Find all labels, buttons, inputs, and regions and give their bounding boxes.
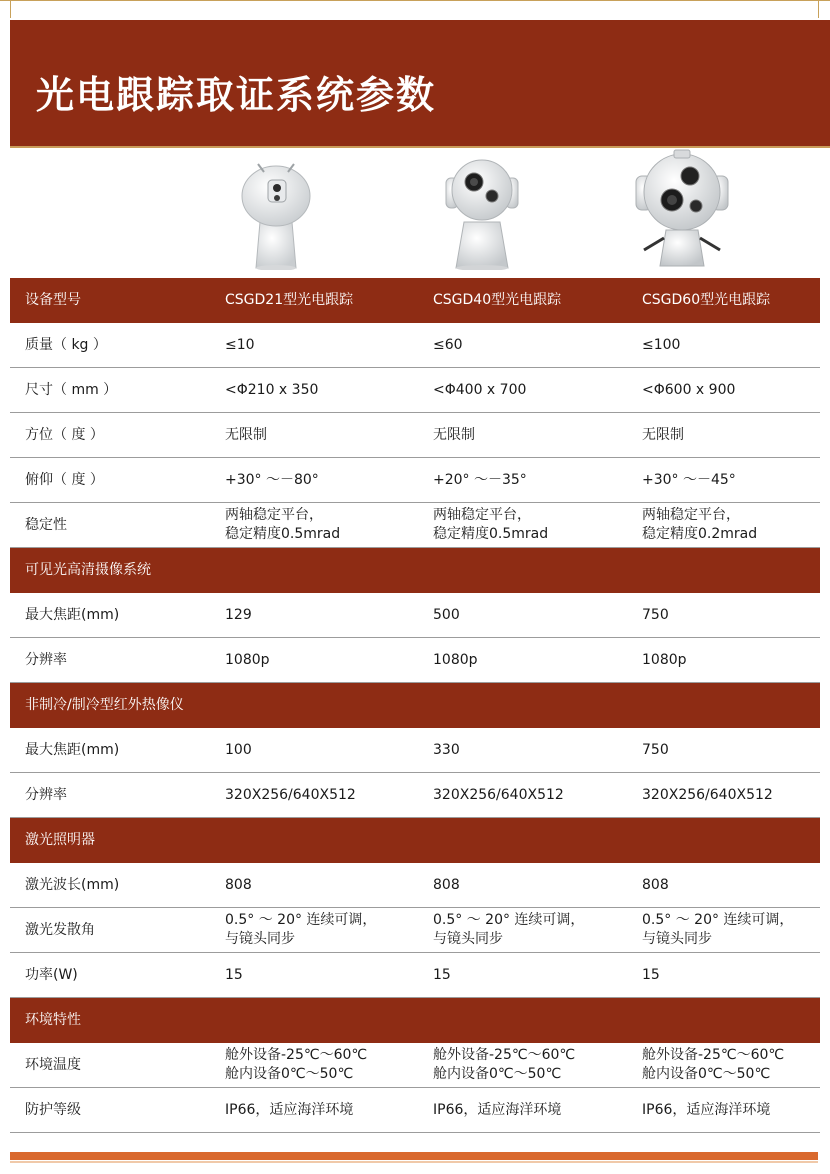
corner-tick-left bbox=[10, 0, 11, 18]
param-value: 0.5° ～ 20° 连续可调， 与镜头同步 bbox=[642, 912, 794, 947]
param-label: 防护等级 bbox=[25, 1101, 81, 1118]
param-label: 功率(W) bbox=[25, 966, 78, 983]
param-value: 15 bbox=[642, 966, 660, 983]
param-value: +30° ～－80° bbox=[225, 471, 319, 488]
spec-table bbox=[10, 278, 820, 1133]
param-value: 15 bbox=[433, 966, 451, 983]
section-header-row bbox=[10, 818, 820, 863]
param-value: 1080p bbox=[642, 651, 687, 668]
param-label: 分辨率 bbox=[25, 651, 67, 668]
param-label: 激光波长(mm) bbox=[25, 876, 120, 893]
param-value: 无限制 bbox=[225, 426, 267, 443]
medium-turret-camera-icon bbox=[442, 148, 522, 270]
table-row bbox=[10, 503, 820, 548]
param-label: 环境温度 bbox=[25, 1056, 81, 1073]
param-label: 俯仰（ 度 ） bbox=[25, 471, 104, 488]
page-header bbox=[10, 20, 830, 148]
param-value: 15 bbox=[225, 966, 243, 983]
table-row bbox=[10, 773, 820, 818]
table-row bbox=[10, 638, 820, 683]
param-label: 最大焦距(mm) bbox=[25, 741, 120, 758]
param-value: 808 bbox=[433, 876, 460, 893]
param-value: 两轴稳定平台， 稳定精度0.2mrad bbox=[642, 507, 758, 542]
section-title: 非制冷/制冷型红外热像仪 bbox=[25, 696, 184, 713]
param-label: 稳定性 bbox=[25, 516, 67, 533]
section-title: 可见光高清摄像系统 bbox=[25, 561, 151, 578]
top-rule bbox=[0, 0, 830, 4]
param-value: 808 bbox=[642, 876, 669, 893]
table-header-row bbox=[10, 278, 820, 323]
param-value: <Φ210 x 350 bbox=[225, 381, 319, 398]
param-value: ≤60 bbox=[433, 336, 463, 353]
param-value: 1080p bbox=[433, 651, 478, 668]
table-row bbox=[10, 728, 820, 773]
param-value: 舱外设备-25℃～60℃ 舱内设备0℃～50℃ bbox=[225, 1047, 368, 1082]
param-label: 最大焦距(mm) bbox=[25, 606, 120, 623]
param-value: <Φ400 x 700 bbox=[433, 381, 527, 398]
section-header-row bbox=[10, 998, 820, 1043]
small-turret-camera-icon bbox=[238, 150, 314, 270]
param-value: 500 bbox=[433, 606, 460, 623]
table-row bbox=[10, 458, 820, 503]
model-name: CSGD60型光电跟踪 bbox=[642, 291, 771, 308]
section-title: 环境特性 bbox=[25, 1011, 81, 1028]
model-name: CSGD40型光电跟踪 bbox=[433, 291, 562, 308]
param-value: 320X256/640X512 bbox=[433, 786, 564, 803]
param-value: 330 bbox=[433, 741, 460, 758]
table-row bbox=[10, 593, 820, 638]
param-value: IP66，适应海洋环境 bbox=[433, 1101, 562, 1118]
param-label: 方位（ 度 ） bbox=[25, 426, 104, 443]
param-value: ≤10 bbox=[225, 336, 255, 353]
param-value: +20° ～－35° bbox=[433, 471, 527, 488]
table-row bbox=[10, 908, 820, 953]
product-images bbox=[10, 150, 820, 278]
model-name: CSGD21型光电跟踪 bbox=[225, 291, 354, 308]
table-row bbox=[10, 863, 820, 908]
param-value: 舱外设备-25℃～60℃ 舱内设备0℃～50℃ bbox=[433, 1047, 576, 1082]
param-label: 分辨率 bbox=[25, 786, 67, 803]
param-value: 320X256/640X512 bbox=[642, 786, 773, 803]
param-value: 1080p bbox=[225, 651, 270, 668]
table-row bbox=[10, 323, 820, 368]
param-value: 舱外设备-25℃～60℃ 舱内设备0℃～50℃ bbox=[642, 1047, 785, 1082]
param-value: ≤100 bbox=[642, 336, 681, 353]
section-header-row bbox=[10, 683, 820, 728]
param-label: 激光发散角 bbox=[25, 921, 95, 938]
table-row bbox=[10, 368, 820, 413]
corner-tick-right bbox=[818, 0, 819, 18]
param-value: 100 bbox=[225, 741, 252, 758]
param-label: 尺寸（ mm ） bbox=[25, 381, 118, 398]
param-value: <Φ600 x 900 bbox=[642, 381, 736, 398]
section-header-row bbox=[10, 548, 820, 593]
table-row bbox=[10, 413, 820, 458]
param-value: 0.5° ～ 20° 连续可调， 与镜头同步 bbox=[225, 912, 377, 947]
param-value: 320X256/640X512 bbox=[225, 786, 356, 803]
param-value: +30° ～－45° bbox=[642, 471, 736, 488]
param-value: IP66，适应海洋环境 bbox=[225, 1101, 354, 1118]
table-row bbox=[10, 1088, 820, 1133]
param-value: 0.5° ～ 20° 连续可调， 与镜头同步 bbox=[433, 912, 585, 947]
header-label: 设备型号 bbox=[25, 291, 81, 308]
param-value: 808 bbox=[225, 876, 252, 893]
param-value: 两轴稳定平台， 稳定精度0.5mrad bbox=[433, 507, 549, 542]
footer-line bbox=[10, 1161, 818, 1163]
table-row bbox=[10, 1043, 820, 1088]
page-title: 光电跟踪取证系统参数 bbox=[36, 73, 437, 117]
param-value: IP66，适应海洋环境 bbox=[642, 1101, 771, 1118]
section-title: 激光照明器 bbox=[25, 831, 95, 848]
large-turret-camera-icon bbox=[634, 146, 730, 270]
param-label: 质量（ kg ） bbox=[25, 336, 107, 353]
table-row bbox=[10, 953, 820, 998]
param-value: 无限制 bbox=[433, 426, 475, 443]
footer-bar bbox=[10, 1152, 818, 1160]
param-value: 750 bbox=[642, 606, 669, 623]
param-value: 无限制 bbox=[642, 426, 684, 443]
param-value: 两轴稳定平台， 稳定精度0.5mrad bbox=[225, 507, 341, 542]
param-value: 129 bbox=[225, 606, 252, 623]
param-value: 750 bbox=[642, 741, 669, 758]
